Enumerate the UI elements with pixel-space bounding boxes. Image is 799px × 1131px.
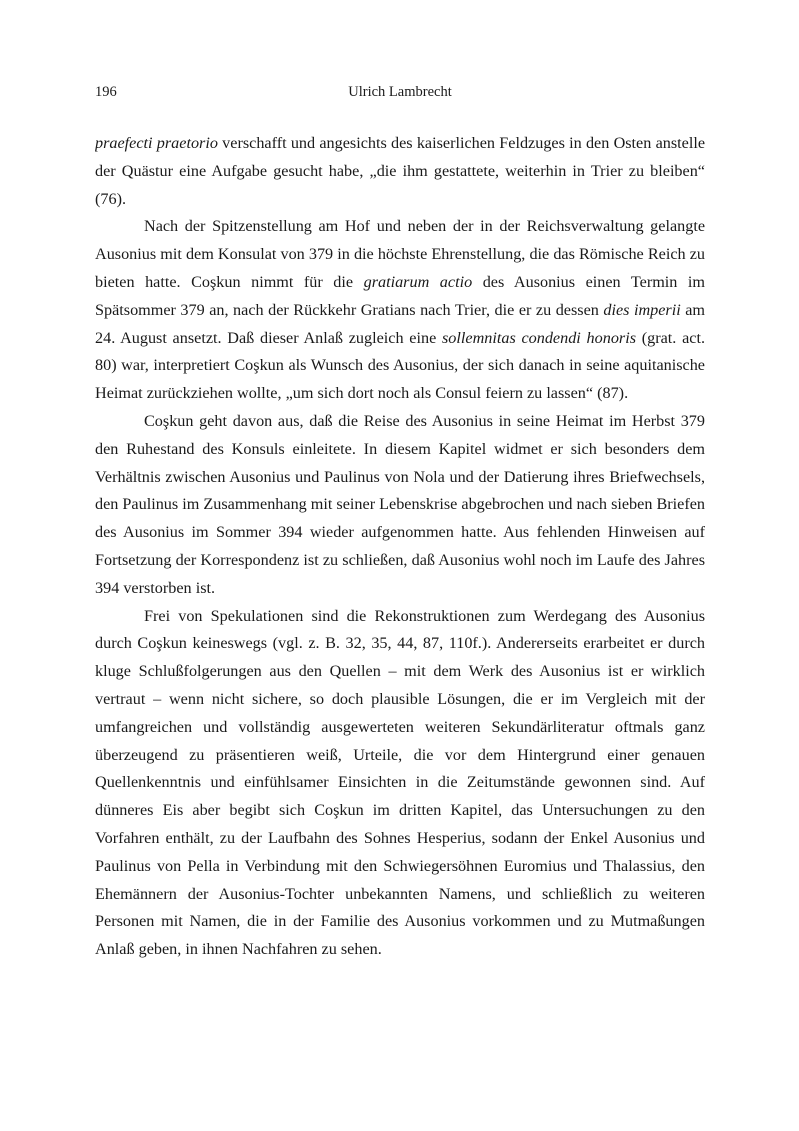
text-line — [95, 297, 705, 325]
text-line — [95, 325, 705, 353]
text-run: den Ruhestand des Konsuls einleitete. In diesem Kapitel widmet er sich besonders dem — [95, 439, 705, 458]
text-run: umfangreichen und vollständig ausgewerteten weiteren Sekundärliteratur oftmals ganz — [95, 717, 705, 736]
text-line — [95, 436, 705, 464]
text-run: Anlaß geben, in ihnen Nachfahren zu sehen. — [95, 940, 382, 959]
text-run: den Paulinus im Zusammenhang mit seiner Lebenskrise abgebrochen und nach sieben Briefen — [95, 495, 705, 514]
text-line — [95, 241, 705, 269]
text-run: 394 verstorben ist. — [95, 578, 216, 597]
text-line — [95, 936, 705, 964]
text-run: vertraut – wenn nicht sichere, so doch plausible Lösungen, die er im Vergleich mit der — [95, 689, 705, 708]
text-run: überzeugend zu präsentieren weiß, Urteile, die vor dem Hintergrund einer genauen — [95, 745, 705, 764]
text-run: (76). — [95, 189, 127, 208]
text-line — [95, 380, 705, 408]
text-line — [95, 742, 705, 770]
text-run: bieten hatte. Coşkun nimmt für die — [95, 272, 364, 291]
italic-phrase: dies imperii — [603, 300, 681, 319]
text-line — [95, 491, 705, 519]
text-run: der Quästur eine Aufgabe gesucht habe, „die ihm gestattete, weiterhin in Trier zu bleiben“ — [95, 161, 705, 180]
text-run: 80) war, interpretiert Coşkun als Wunsch des Ausonius, der sich danach in seine aquitanische — [95, 356, 705, 375]
text-run: Ehemännern der Ausonius-Tochter unbekannten Namens, und schließlich zu weiteren — [95, 884, 705, 903]
text-line — [95, 881, 705, 909]
text-run: Frei von Spekulationen sind die Rekonstruktionen zum Werdegang des Ausonius — [144, 606, 705, 625]
text-line — [95, 603, 705, 631]
text-run: des Ausonius im Sommer 394 wieder aufgenommen hatte. Aus fehlenden Hinweisen auf — [95, 523, 705, 542]
text-run: dünneres Eis aber begibt sich Coşkun im dritten Kapitel, das Untersuchungen zu den — [95, 801, 705, 820]
text-line — [95, 658, 705, 686]
text-run: kluge Schlußfolgerungen aus den Quellen – mit dem Werk des Ausonius ist er wirklich — [95, 662, 705, 681]
text-line — [95, 575, 705, 603]
page-number: 196 — [95, 84, 117, 100]
italic-phrase: sollemnitas condendi honoris — [442, 328, 637, 347]
text-line — [95, 408, 705, 436]
text-run: (grat. act. — [636, 328, 705, 347]
text-line — [95, 853, 705, 881]
text-line — [95, 130, 705, 158]
paragraph — [95, 408, 705, 603]
paragraph — [95, 130, 705, 213]
italic-phrase: gratiarum actio — [363, 272, 473, 291]
text-run: Fortsetzung der Korrespondenz ist zu schließen, daß Ausonius wohl noch im Laufe des Jahres — [95, 550, 705, 569]
page-header — [95, 84, 705, 104]
text-line — [95, 213, 705, 241]
text-line — [95, 630, 705, 658]
body-text — [95, 130, 705, 964]
text-line — [95, 269, 705, 297]
text-run: Personen mit Namen, die in der Familie des Ausonius vorkommen und zu Mutmaßungen — [95, 912, 705, 931]
text-line — [95, 464, 705, 492]
text-run: durch Coşkun keineswegs (vgl. z. B. 32, 35, 44, 87, 110f.). Andererseits erarbeitet er durch — [95, 634, 705, 653]
text-line — [95, 825, 705, 853]
text-line — [95, 158, 705, 186]
text-run: des Ausonius einen Termin im — [472, 272, 705, 291]
text-line — [95, 686, 705, 714]
paragraph — [95, 213, 705, 408]
text-line — [95, 519, 705, 547]
text-run: Coşkun geht davon aus, daß die Reise des Ausonius in seine Heimat im Herbst 379 — [144, 411, 705, 430]
text-line — [95, 547, 705, 575]
text-run: Vorfahren enthält, zu der Laufbahn des Sohnes Hesperius, sodann der Enkel Ausonius und — [95, 828, 705, 847]
text-line — [95, 186, 705, 214]
italic-phrase: praefecti praetorio — [95, 134, 218, 152]
text-line — [95, 352, 705, 380]
text-run: Verhältnis zwischen Ausonius und Paulinus von Nola und der Datierung ihres Briefwechsels, — [95, 467, 705, 486]
text-run: Spätsommer 379 an, nach der Rückkehr Gratians nach Trier, die er zu dessen — [95, 300, 604, 319]
text-line — [95, 797, 705, 825]
text-line — [95, 908, 705, 936]
text-line — [95, 714, 705, 742]
text-line — [95, 769, 705, 797]
text-run: Ausonius mit dem Konsulat von 379 in die höchste Ehrenstellung, die das Römische Reich zu — [95, 245, 705, 264]
text-run: 24. August ansetzt. Daß dieser Anlaß zugleich eine — [95, 328, 442, 347]
paragraph — [95, 603, 705, 964]
running-title: Ulrich Lambrecht — [348, 84, 452, 100]
text-run: Quellenkenntnis und einfühlsamer Einsichten in die Zeitumstände gewonnen sind. Auf — [95, 773, 705, 792]
text-run: Nach der Spitzenstellung am Hof und neben der in der Reichsverwaltung gelangte — [144, 217, 705, 236]
text-run: Paulinus von Pella in Verbindung mit den Schwiegersöhnen Euromius und Thalassius, den — [95, 856, 705, 875]
text-run: am — [680, 300, 705, 319]
text-run: verschafft und angesichts des kaiserlichen Feldzuges in den Osten anstelle — [217, 134, 705, 152]
text-run: Heimat zurückziehen wollte, „um sich dort noch als Consul feiern zu lassen“ (87). — [95, 384, 629, 403]
